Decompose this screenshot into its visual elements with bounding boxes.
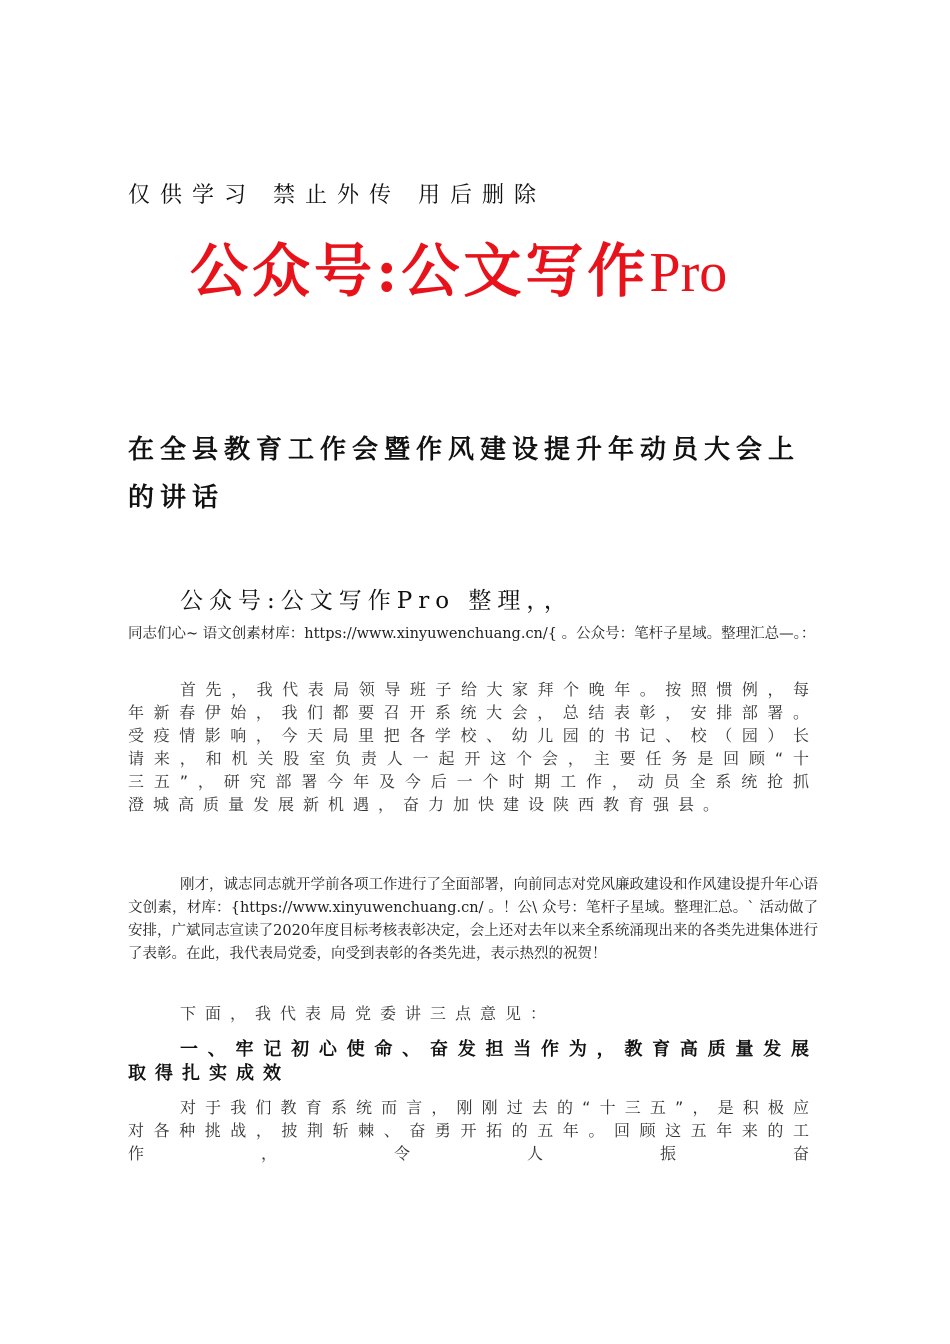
source-note: 同志们心~ 语文创素材库：https://www.xinyuwenchuang.cn/{ 。公众号：笔杆子星域。整理汇总—。：: [128, 626, 816, 642]
brand-watermark: [190, 224, 727, 308]
document-title: 在全县教育工作会暨作风建设提升年动员大会上的讲话: [128, 435, 801, 513]
usage-notice: 仅供学习 禁止外传 用后删除: [128, 183, 546, 208]
paragraph-intro-points: 下面，我代表局党委讲三点意见：: [180, 1004, 556, 1023]
paragraph-section-1: 对于我们教育系统而言，刚刚过去的“十三五”，是积极应对各种挑战，披荆斩棘、奋勇开拓的五年。回顾这五年来的工作，令人振奋: [128, 1098, 818, 1163]
paragraph-greeting: 首先，我代表局领导班子给大家拜个晚年。按照惯例，每年新春伊始，我们都要召开系统大会，总结表彰，安排部署。受疫情影响，今天局里把各学校、幼儿园的书记、校（园）长请来，和机关股室负责人一起开这个会，主要任务是回顾“十三五”，研究部署今年及今后一个时期工作，动员全系统抢抓澄城高质量发展新机遇，奋力加快建设陕西教育强县。: [128, 680, 818, 814]
brand-main-text: 公众号:公文写作: [190, 237, 650, 305]
paragraph-review: 刚才，诚志同志就开学前各项工作进行了全面部署，向前同志对党风廉政建设和作风建设提升年心语文创素，材库：{https://www.xinyuwenchuang.cn/ 。！公\ 众号：笔杆子星域。整理汇总。` 活动做了安排，广斌同志宣读了2020年度目标考核表彰决定，会上还对去年以来全系统涌现出来的各类先进集体进行了表彰。在此，我代表局党委，向受到表彰的各类先进，表示热烈的祝贺！: [128, 877, 818, 962]
brand-pro-text: Pro: [649, 242, 728, 304]
compiler-line: 公众号:公文写作Pro 整理，，: [180, 588, 573, 614]
section-heading-1: 一、牢记初心使命、奋发担当作为，教育高质量发展取得扎实成效: [128, 1039, 818, 1084]
